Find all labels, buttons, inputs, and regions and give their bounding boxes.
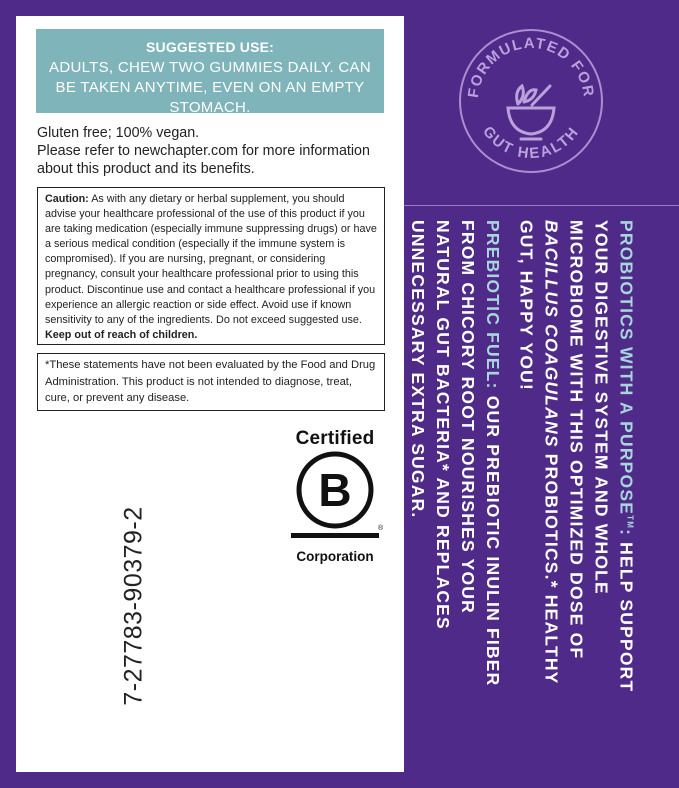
suggested-use-heading: SUGGESTED USE: (145, 39, 275, 55)
probiotics-heading: PROBIOTICS WITH A PURPOSE (616, 220, 637, 516)
formulated-for-gut-health-seal (458, 28, 604, 174)
prebiotic-text: OUR PREBIOTIC INULIN FIBER FROM CHICORY ROOT NOURISHES YOUR NATURAL GUT BACTERIA* AND REPLACES UNNECESSARY EXTRA SUGAR. (408, 220, 503, 687)
bcorp-certified-text: Certified (295, 428, 375, 449)
product-info (37, 124, 387, 178)
bcorp-b-icon (285, 450, 385, 540)
probiotics-text-block (514, 220, 643, 700)
purple-divider (404, 205, 679, 206)
more-info-text: Please refer to newchapter.com for more information about this product and its benefits. (37, 143, 370, 177)
fda-disclaimer-box (37, 353, 385, 411)
bcorp-letter: B (318, 464, 352, 516)
probiotics-colon: : (616, 529, 637, 543)
certified-b-corp-logo (285, 428, 385, 564)
mortar-pestle-icon (508, 86, 554, 139)
barcode-number: 7-27783-90379-2 (119, 506, 148, 706)
seal-top-text: FORMULATED FOR (464, 34, 598, 99)
bcorp-registered-mark: ® (378, 525, 384, 532)
caution-text: As with any dietary or herbal supplement, you should advise your healthcare professional of the use of this product if you are taking medication (especially immune suppressing drugs) or have a serious medical condition (especially if the immune system is compromised). If you are nursing, pregnant, or considering pregnancy, consult your healthcare professional prior to using this product. Discontinue use and contact a healthcare professional if you experience an allergic reaction or side effect. Avoid use if known sensitivity to any of the ingredients. Do not exceed suggested use. (45, 193, 377, 326)
probiotics-text-a: HELP SUPPORT YOUR DIGESTIVE SYSTEM AND WHOLE MICROBIOME WITH THIS OPTIMIZED DOSE OF (566, 220, 637, 693)
prebiotic-text-block (405, 220, 505, 700)
keep-out-of-reach-text: Keep out of reach of children. (45, 328, 198, 341)
suggested-use-box (36, 29, 384, 116)
caution-box (37, 187, 385, 345)
trademark-symbol: TM (625, 515, 635, 530)
suggested-use-text: ADULTS, CHEW TWO GUMMIES DAILY. CAN BE TAKEN ANYTIME, EVEN ON AN EMPTY STOMACH. (49, 59, 371, 116)
bcorp-corporation-text: Corporation (296, 549, 374, 564)
bacillus-coagulans-text: BACILLUS COAGULANS (541, 220, 562, 448)
fda-disclaimer-text: *These statements have not been evaluated by the Food and Drug Administration. This product is not intended to diagnose, treat, cure, or prevent any disease. (45, 359, 376, 404)
gluten-free-text: Gluten free; 100% vegan. (37, 125, 200, 141)
caution-label: Caution: (45, 193, 89, 205)
probiotics-text-b: PROBIOTICS.* HEALTHY GUT, HAPPY YOU! (516, 220, 562, 685)
prebiotic-heading: PREBIOTIC FUEL: (483, 220, 503, 390)
seal-bottom-text: GUT HEALTH (479, 123, 583, 163)
